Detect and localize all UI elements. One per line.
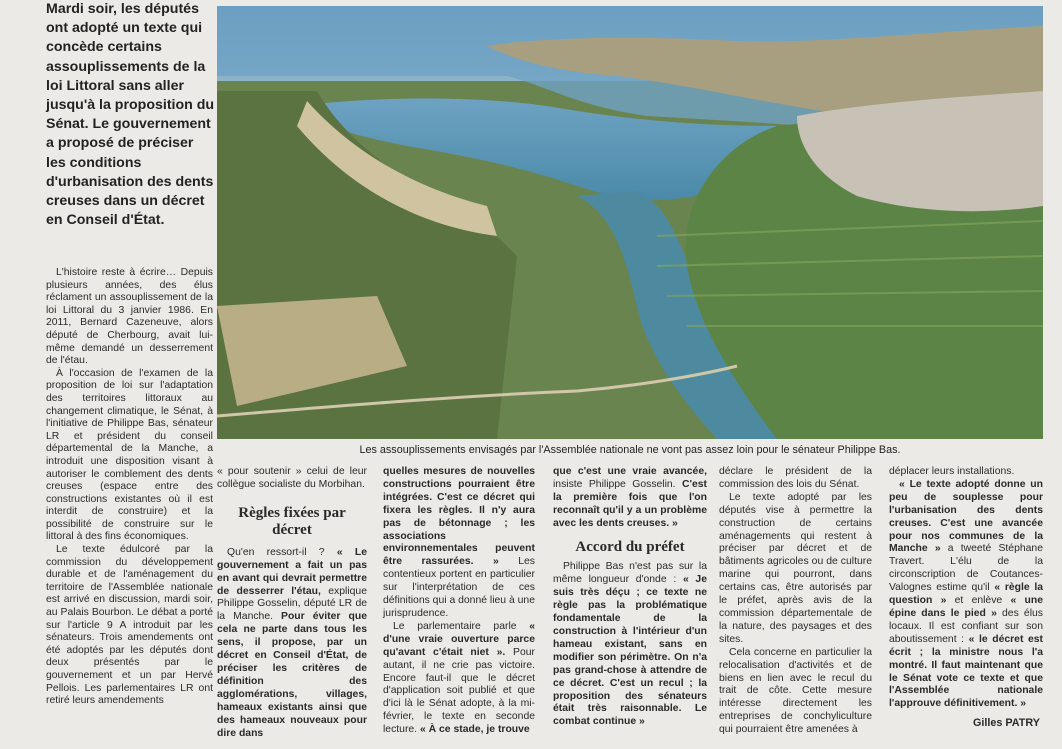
quote-bold: quelles mesures de nouvelles constructions pourraient être intégrées. C'est ce décret qui fixera les règles. Il n'y aura pas de bétonnage ; les associations environnementales peuvent être rassurées. »: [383, 466, 535, 568]
quote-bold: « À ce stade, je trouve: [419, 724, 530, 736]
column-5: [889, 466, 1043, 711]
text-run: Les contentieux portent en particulier sur l'interprétation de ces définitions qui a donné lieu à une jurisprudence.: [383, 556, 535, 619]
quote-bold: « Le texte adopté donne un peu de souplesse pour l'urbanisation des dents creuses. C'est une avancée pour nos communes de la Manche »: [889, 478, 1043, 555]
paragraph: « pour soutenir » celui de leur collègue socialiste du Morbihan.: [217, 466, 367, 490]
quote-bold: que c'est une vraie avancée,: [553, 466, 707, 477]
aerial-coast-image: [217, 6, 1043, 439]
column-4: [719, 466, 872, 737]
quote-bold: « le décret est écrit ; la ministre nous l'a montré. Il faut maintenant que le Sénat vote ce texte et que l'Assemblée nationale l'approuve définitivement. »: [889, 633, 1043, 710]
author-signature: Gilles PATRY: [973, 717, 1040, 729]
text-run: explique Philippe Gosselin, député LR de la Manche.: [217, 585, 367, 623]
paragraph: [553, 466, 707, 531]
text-run: Pour autant, il ne crie pas victoire. Encore faut-il que le décret d'application soit publié et que d'ici là le Sénat adopte, à la mi-février, le texte en seconde lecture.: [383, 646, 535, 736]
text-run: Le parlementaire parle: [393, 620, 530, 632]
lead-text: Mardi soir, les députés ont adopté un texte qui concède certains assouplissements de la loi Littoral sans aller jusqu'à la proposition du Sénat. Le gouvernement a proposé de préciser les conditions d'urbanisation des dents creuses dans un décret en Conseil d'État.: [46, 1, 215, 229]
column-2: [383, 466, 535, 737]
article-lead: [46, 0, 216, 230]
subheading: Accord du préfet: [575, 538, 685, 555]
text-run: des élus locaux. Il est confiant sur son aboutissement :: [889, 607, 1043, 645]
text-run: Qu'en ressort-il ?: [227, 546, 337, 558]
paragraph: [553, 561, 707, 729]
paragraph: À l'occasion de l'examen de la proposition de loi sur l'adaptation des territoires littoraux au changement climatique, le Sénat, à l'initiative de Philippe Bas, sénateur LR et président du conseil départemental de la Manche, a introduit une disposition visant à autoriser le comblement des dents creuses (espace entre des constructions existantes où il est interdit de construire) et la possibilité de construire sur le littoral à des fins économiques.: [46, 367, 213, 543]
paragraph: Le texte édulcoré par la commission du développement durable et de l'aménagement du territoire de l'Assemblée nationale est arrivé en discussion, mardi soir, au Palais Bourbon. Le débat a porté sur l'article 9 A introduit par les sénateurs. Trois amendements ont été adoptés par les députés dont deux présentés par le gouvernement et un par Hervé Pellois. Les parlementaires LR ont retiré leurs amendements: [46, 544, 213, 707]
quote-bold: « Je suis très déçu ; ce texte ne règle pas la problématique fondamentale de la construction à l'intérieur d'un hameau existant, sans en modifier son périmètre. On n'a pas grand-chose à attendre de ce décret. C'est un recul ; la proposition des sénateurs était très raisonnable. Le combat continue »: [553, 574, 707, 728]
quote-bold: C'est la première fois que l'on reconnaît qu'il y a un problème avec les dents creuses. »: [553, 478, 707, 529]
paragraph: déplacer leurs installations.: [889, 466, 1015, 477]
paragraph: déclare le président de la commission des lois du Sénat.: [719, 466, 872, 490]
paragraph: [383, 621, 535, 737]
quote-bold: « d'une vraie ouverture parce qu'avant c'était niet ».: [383, 620, 535, 658]
subheading: Règles fixées par décret: [238, 504, 346, 538]
column-left: [46, 267, 213, 708]
text-run: Philippe Bas n'est pas sur la même longueur d'onde :: [553, 561, 707, 586]
column-1: [217, 466, 367, 740]
paragraph: [889, 479, 1043, 711]
quote-bold: « règle la question »: [889, 582, 1043, 607]
quote-bold: « Le gouvernement a fait un pas en avant qui devrait permettre de desserrer l'étau,: [217, 546, 367, 597]
paragraph: Le texte adopté par les députés vise à permettre la construction de certains aménagements qui restent à préciser par décret et de bâtiments agricoles ou de culture marine qui pourront, dans certains cas, être autorisés par le préfet, après avis de la commission départementale de la nature, des paysages et des sites.: [719, 491, 872, 645]
text-run: a tweeté Stéphane Travert. L'élu de la circonscription de Coutances-Valognes estime qu'il: [889, 543, 1043, 594]
photo-caption: Les assouplissements envisagés par l'Assemblée nationale ne vont pas assez loin pour le sénateur Philippe Bas.: [359, 444, 901, 456]
paragraph: Cela concerne en particulier la relocalisation d'activités et de biens en lien avec le recul du trait de côte. Cette mesure intéresse directement les entreprises de conchyliculture qui pourraient être amenées à: [719, 646, 872, 736]
text-run: insiste Philippe Gosselin.: [553, 478, 682, 490]
paragraph: [383, 466, 535, 621]
aerial-photo: [217, 6, 1043, 439]
quote-bold: « une épine dans le pied »: [889, 595, 1043, 619]
quote-bold: Pour éviter que cela ne parte dans tous les sens, il propose, par un décret en Conseil d'État, de préciser les critères de définition des agglomérations, villages, hameaux existants ainsi que des hameaux nouveaux pour dire dans: [217, 611, 367, 739]
column-3: [553, 466, 707, 729]
paragraph: L'histoire reste à écrire… Depuis plusieurs années, des élus réclament un assouplissement de la loi Littoral du 3 janvier 1986. En 2011, Bernard Cazeneuve, alors député de Cherbourg, avait lui-même demandé un desserrement de l'étau.: [46, 267, 213, 367]
text-run: et enlève: [954, 595, 1011, 607]
paragraph: [217, 547, 367, 741]
